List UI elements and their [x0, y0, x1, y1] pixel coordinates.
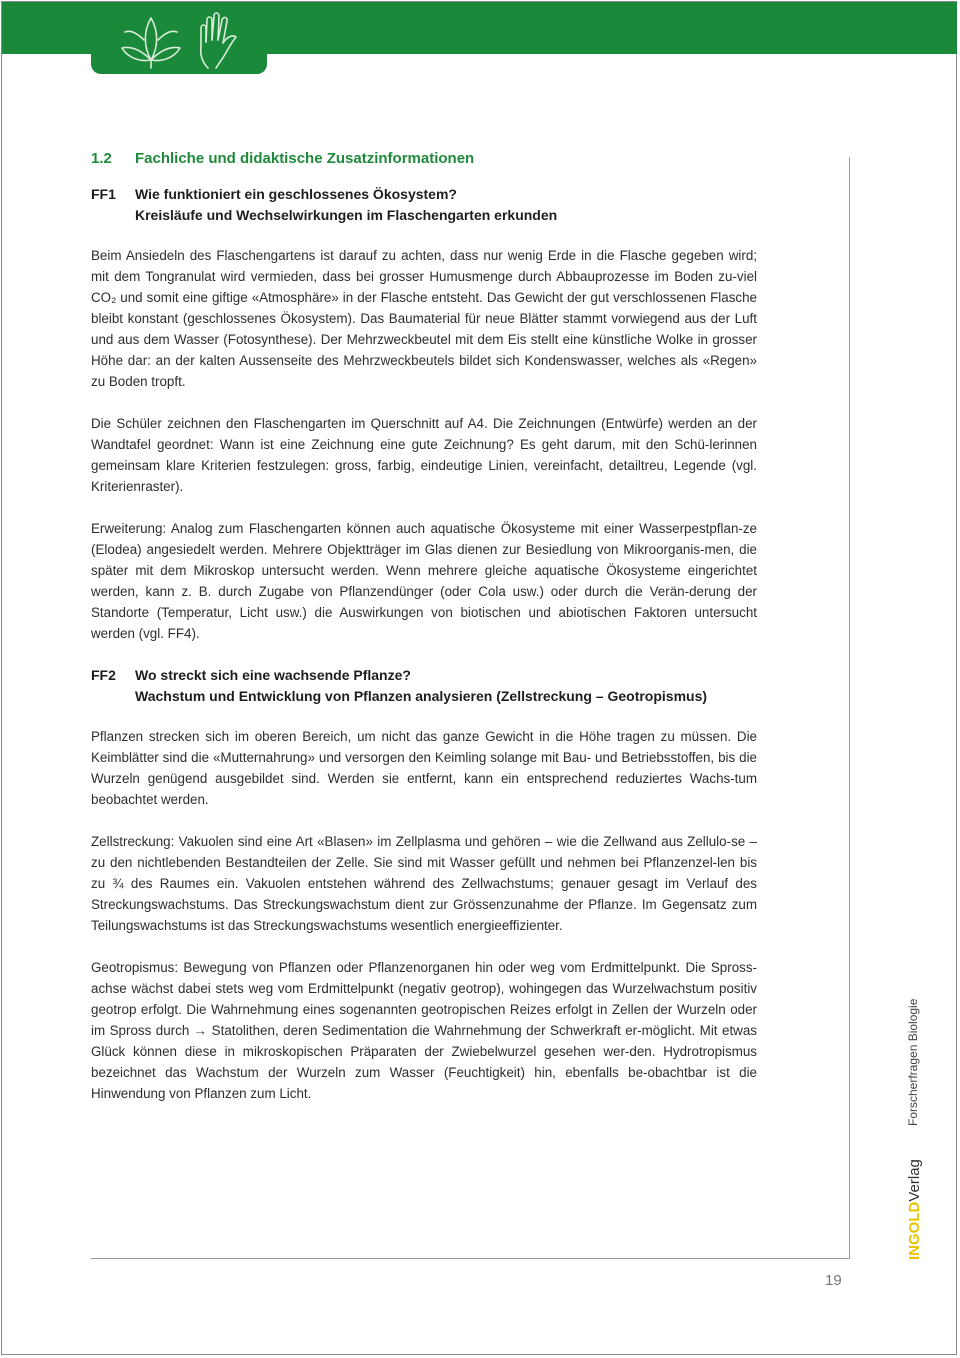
ff1-paragraph: Beim Ansiedeln des Flaschengartens ist darauf zu achten, dass nur wenig Erde in die Flasche gegeben wird; mit dem Tongranulat wird vermieden, dass bei grosser Humusmenge durch Abbauprozesse im Boden zu-viel CO₂ und somit eine giftige «Atmosphäre» in der Flasche entsteht. Das Gewicht der gut verschlossenen Flasche bleibt konstant (geschlossenes Ökosystem). Das Baumaterial für neue Blätter stammt vorwiegend aus der Luft und aus dem Wasser (Fotosynthese). Der Mehrzweckbeutel mit dem Eis stellt eine künstliche Wolke in grosser Höhe dar: an der kalten Aussenseite des Mehrzweckbeutels bildet sich Kondenswasser, welches als «Regen» zu Boden tropft. [91, 248, 757, 389]
publisher-logo [906, 1159, 923, 1260]
ff2-question: Wo streckt sich eine wachsende Pflanze? [135, 667, 411, 683]
ff1-subtitle: Kreisläufe und Wechselwirkungen im Flaschengarten erkunden [135, 207, 558, 223]
hand-icon [201, 13, 236, 68]
section-heading [91, 150, 757, 167]
leaf-plant-icon [122, 18, 180, 68]
section-title: Fachliche und didaktische Zusatzinformationen [135, 150, 475, 167]
ff2-paragraph: Zellstreckung: Vakuolen sind eine Art «Blasen» im Zellplasma und gehören – wie die Zellwand aus Zellulo-se – zu den nichtlebenden Bestandteilen der Zelle. Sie sind mit Wasser gefüllt und nehmen bei Pflanzenzel-len bis zu ¾ des Raumes ein. Vakuolen entstehen während des Zellwachstums; genauer gesagt im Verlauf des Streckungswachstums. Das Streckungswachstum dient zur Grössenzunahme der Pflanze. Im Gegensatz zum Teilungswachstums ist das Streckungswachstums wesentlich energieeffizienter. [91, 834, 757, 933]
ff1-number: FF1 [91, 186, 116, 202]
ff1-paragraph: Die Schüler zeichnen den Flaschengarten im Querschnitt auf A4. Die Zeichnungen (Entwürfe) werden an der Wandtafel geordnet: Wann ist eine Zeichnung eine gute Zeichnung? Es geht darum, mit den Schü-lerinnen gemeinsam klare Kriterien festzulegen: gross, farbig, eindeutige Linien, vereinfacht, detailtreu, Legende (vgl. Kriterienraster). [91, 416, 757, 494]
ff1-heading [91, 184, 757, 226]
ff2-paragraph: Geotropismus: Bewegung von Pflanzen oder Pflanzenorganen hin oder weg vom Erdmittelpunkt. Die Spross-achse wächst dabei stets weg vom Erdmittelpunkt (negativ geotrop), wohingegen das Wurzelwachstum positiv geotrop erfolgt. Die Wahrnehmung eines sogenannten geotropischen Reizes erfolgt in Zellen der Wurzeln oder im Spross durch → Statolithen, deren Sedimentation die Wahrnehmung der Schwerkraft er-möglicht. Mit etwas Glück können diese in mikroskopischen Präparaten der Zwiebelwurzel gesehen wer-den. Hydrotropismus bezeichnet das Wachstum der Wurzeln zum Wasser (Feuchtigkeit) hin, ebenfalls be-obachtbar ist die Hinwendung von Pflanzen zum Licht. [91, 960, 757, 1101]
ff2-subtitle: Wachstum und Entwicklung von Pflanzen analysieren (Zellstreckung – Geotropismus) [135, 688, 708, 704]
publisher-name-bold: INGOLD [906, 1201, 923, 1260]
ff1-question: Wie funktioniert ein geschlossenes Ökosystem? [135, 186, 457, 202]
series-title: Forscherfragen Biologie [906, 998, 920, 1126]
ff2-paragraph: Pflanzen strecken sich im oberen Bereich, um nicht das ganze Gewicht in die Höhe tragen zu müssen. Die Keimblätter sind die «Mutternahrung» und versorgen den Keimling solange mit Bau- und Betriebsstoffen, bis die Wurzeln genügend ausgebildet sind. Werden sie entfernt, kann ein entsprechend reduziertes Wachs-tum beobachtet werden. [91, 729, 757, 807]
right-margin-rule [849, 157, 850, 1259]
section-number: 1.2 [91, 150, 112, 167]
ff2-heading [91, 665, 757, 707]
main-content [91, 150, 757, 1125]
bottom-rule [91, 1258, 850, 1259]
ff1-paragraph: Erweiterung: Analog zum Flaschengarten können auch aquatische Ökosysteme mit einer Wasserpestpflan-ze (Elodea) angesiedelt werden. Mehrere Objektträger im Glas dienen zur Besiedlung von Mikroorganis-men, die später mit dem Mikroskop untersucht werden. Wenn mehrere gleiche aquatische Ökosysteme eingerichtet werden, kann z. B. durch Zugabe von Pflanzendünger (oder Cola usw.) oder durch die Verän-derung der Standorte (Temperatur, Licht usw.) die Auswirkungen von biotischen und abiotischen Faktoren untersucht werden (vgl. FF4). [91, 521, 757, 641]
publisher-name-rest: Verlag [906, 1159, 923, 1202]
page-number: 19 [825, 1272, 842, 1289]
header-logo [116, 10, 246, 70]
ff2-number: FF2 [91, 667, 116, 683]
